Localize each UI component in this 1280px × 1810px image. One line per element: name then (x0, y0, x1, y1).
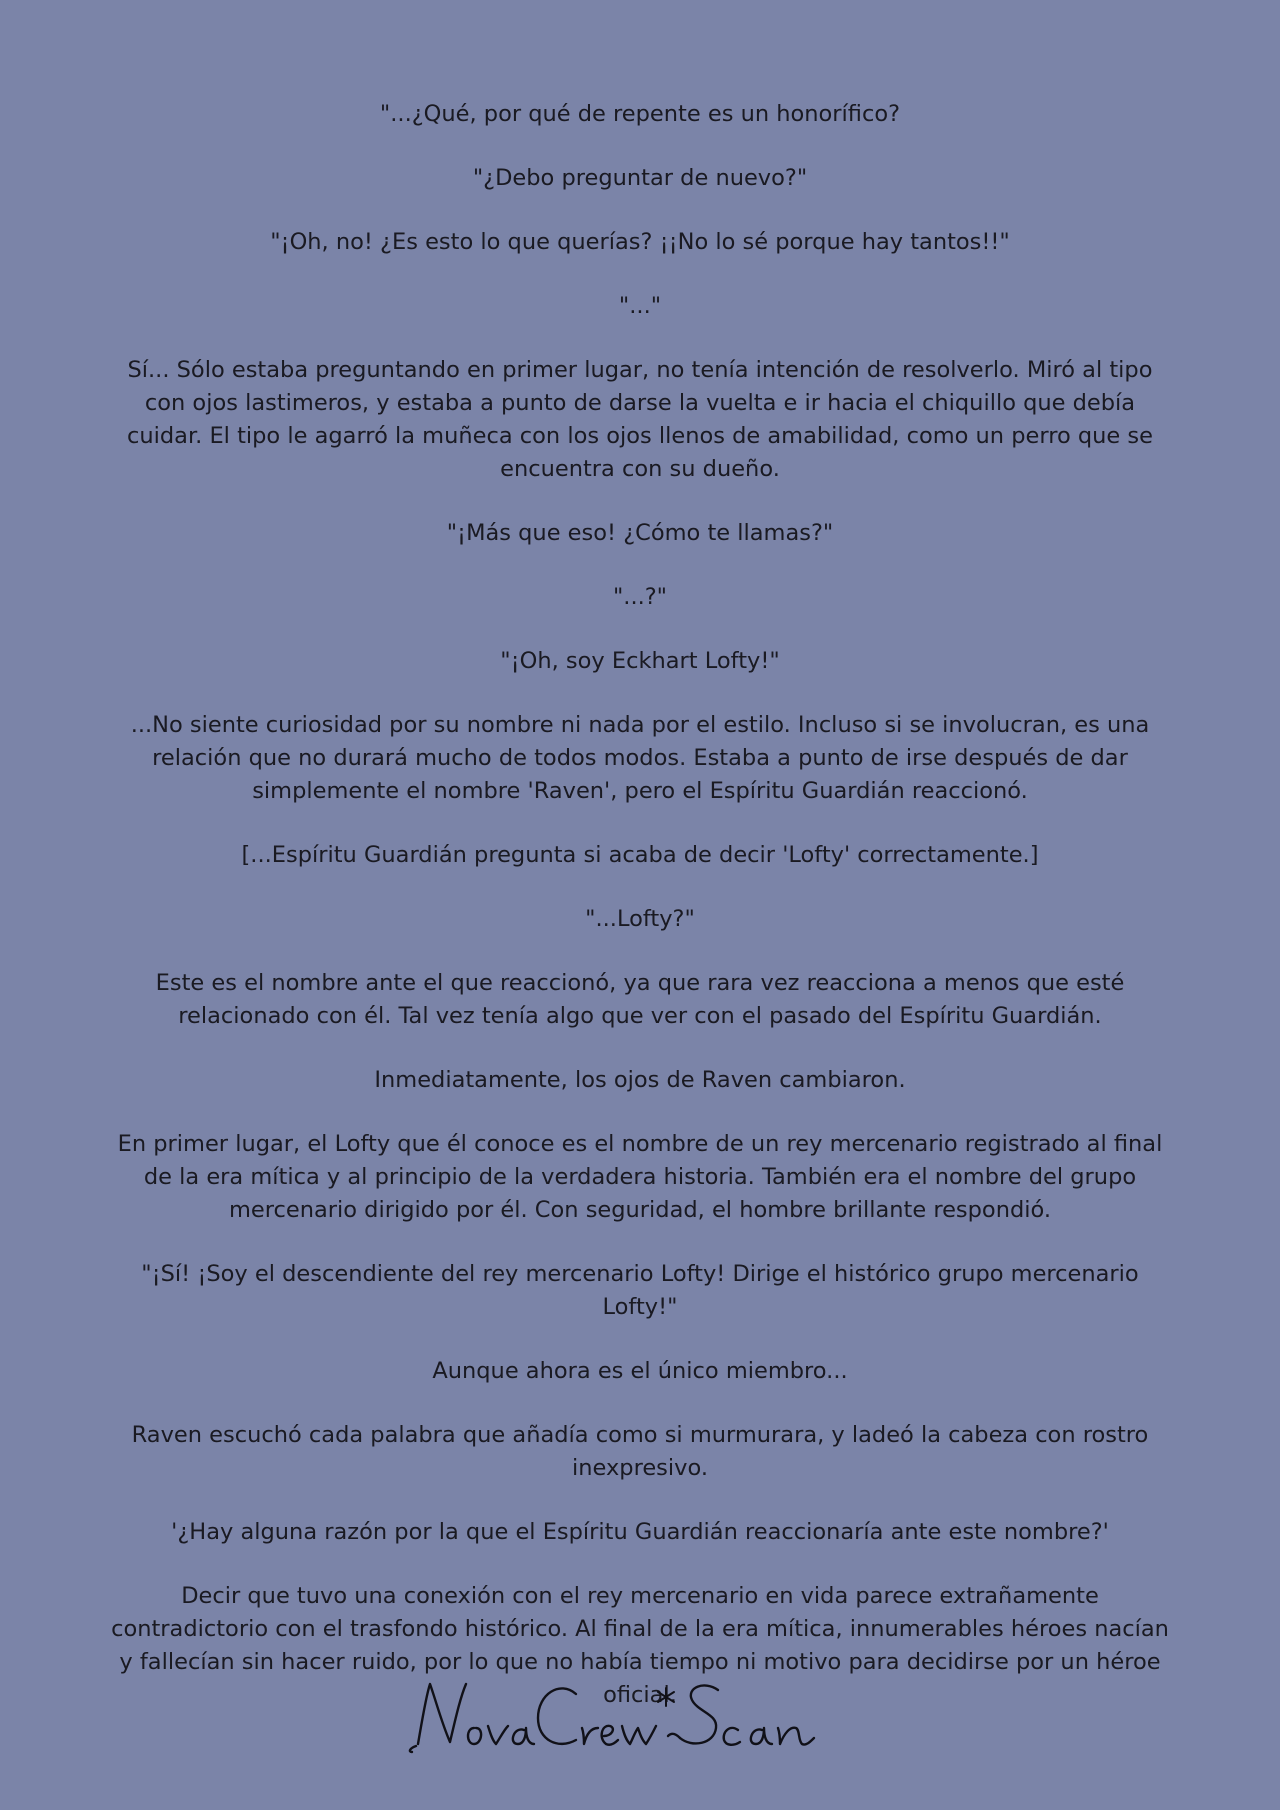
paragraph: Sí... Sólo estaba preguntando en primer lugar, no tenía intención de resolverlo. Miró al tipo con ojos lastimeros, y estaba a punto de darse la vuelta e ir hacia el chiquillo que debía cuidar. El tipo le agarró la muñeca con los ojos llenos de amabilidad, como un perro que se encuentra con su dueño. (127, 357, 1161, 482)
paragraph: "¡Sí! ¡Soy el descendiente del rey mercenario Lofty! Dirige el histórico grupo mercenario Lofty!" (141, 1261, 1146, 1320)
paragraph: "¿Debo preguntar de nuevo?" (472, 165, 808, 191)
paragraph: '¿Hay alguna razón por la que el Espíritu Guardián reaccionaría ante este nombre?' (171, 1519, 1109, 1545)
paragraph: ...No siente curiosidad por su nombre ni nada por el estilo. Incluso si se involucran, es una relación que no durará mucho de todos modos. Estaba a punto de irse después de dar simplemente el nombre 'Raven', pero el Espíritu Guardián reaccionó. (130, 712, 1157, 804)
paragraph: "¡Más que eso! ¿Cómo te llamas?" (446, 520, 834, 546)
story-text (104, 98, 1176, 1712)
paragraph: Este es el nombre ante el que reaccionó, ya que rara vez reacciona a menos que esté relacionado con él. Tal vez tenía algo que ver con el pasado del Espíritu Guardián. (155, 970, 1132, 1029)
paragraph: "¡Oh, soy Eckhart Lofty!" (500, 648, 780, 674)
paragraph: "...?" (612, 584, 668, 610)
paragraph: "...¿Qué, por qué de repente es un honorífico? (379, 101, 901, 127)
paragraph: Decir que tuvo una conexión con el rey mercenario en vida parece extrañamente contradictorio con el trasfondo histórico. Al final de la era mítica, innumerables héroes nacían y fallecían sin hacer ruido, por lo que no había tiempo ni motivo para decidirse por un héroe oficial. (111, 1583, 1177, 1708)
paragraph: "¡Oh, no! ¿Es esto lo que querías? ¡¡No lo sé porque hay tantos!!" (270, 229, 1010, 255)
paragraph: En primer lugar, el Lofty que él conoce es el nombre de un rey mercenario registrado al final de la era mítica y al principio de la verdadera historia. También era el nombre del grupo mercenario dirigido por él. Con seguridad, el hombre brillante respondió. (117, 1131, 1170, 1223)
paragraph: Aunque ahora es el único miembro... (432, 1358, 848, 1384)
signature-logo (400, 1666, 880, 1766)
paragraph: Inmediatamente, los ojos de Raven cambiaron. (374, 1067, 906, 1093)
paragraph: "..." (618, 293, 662, 319)
paragraph: Raven escuchó cada palabra que añadía como si murmurara, y ladeó la cabeza con rostro inexpresivo. (131, 1422, 1156, 1481)
scanlation-signature (0, 1666, 1280, 1766)
paragraph: "...Lofty?" (585, 906, 695, 932)
paragraph: [...Espíritu Guardián pregunta si acaba de decir 'Lofty' correctamente.] (241, 842, 1039, 868)
